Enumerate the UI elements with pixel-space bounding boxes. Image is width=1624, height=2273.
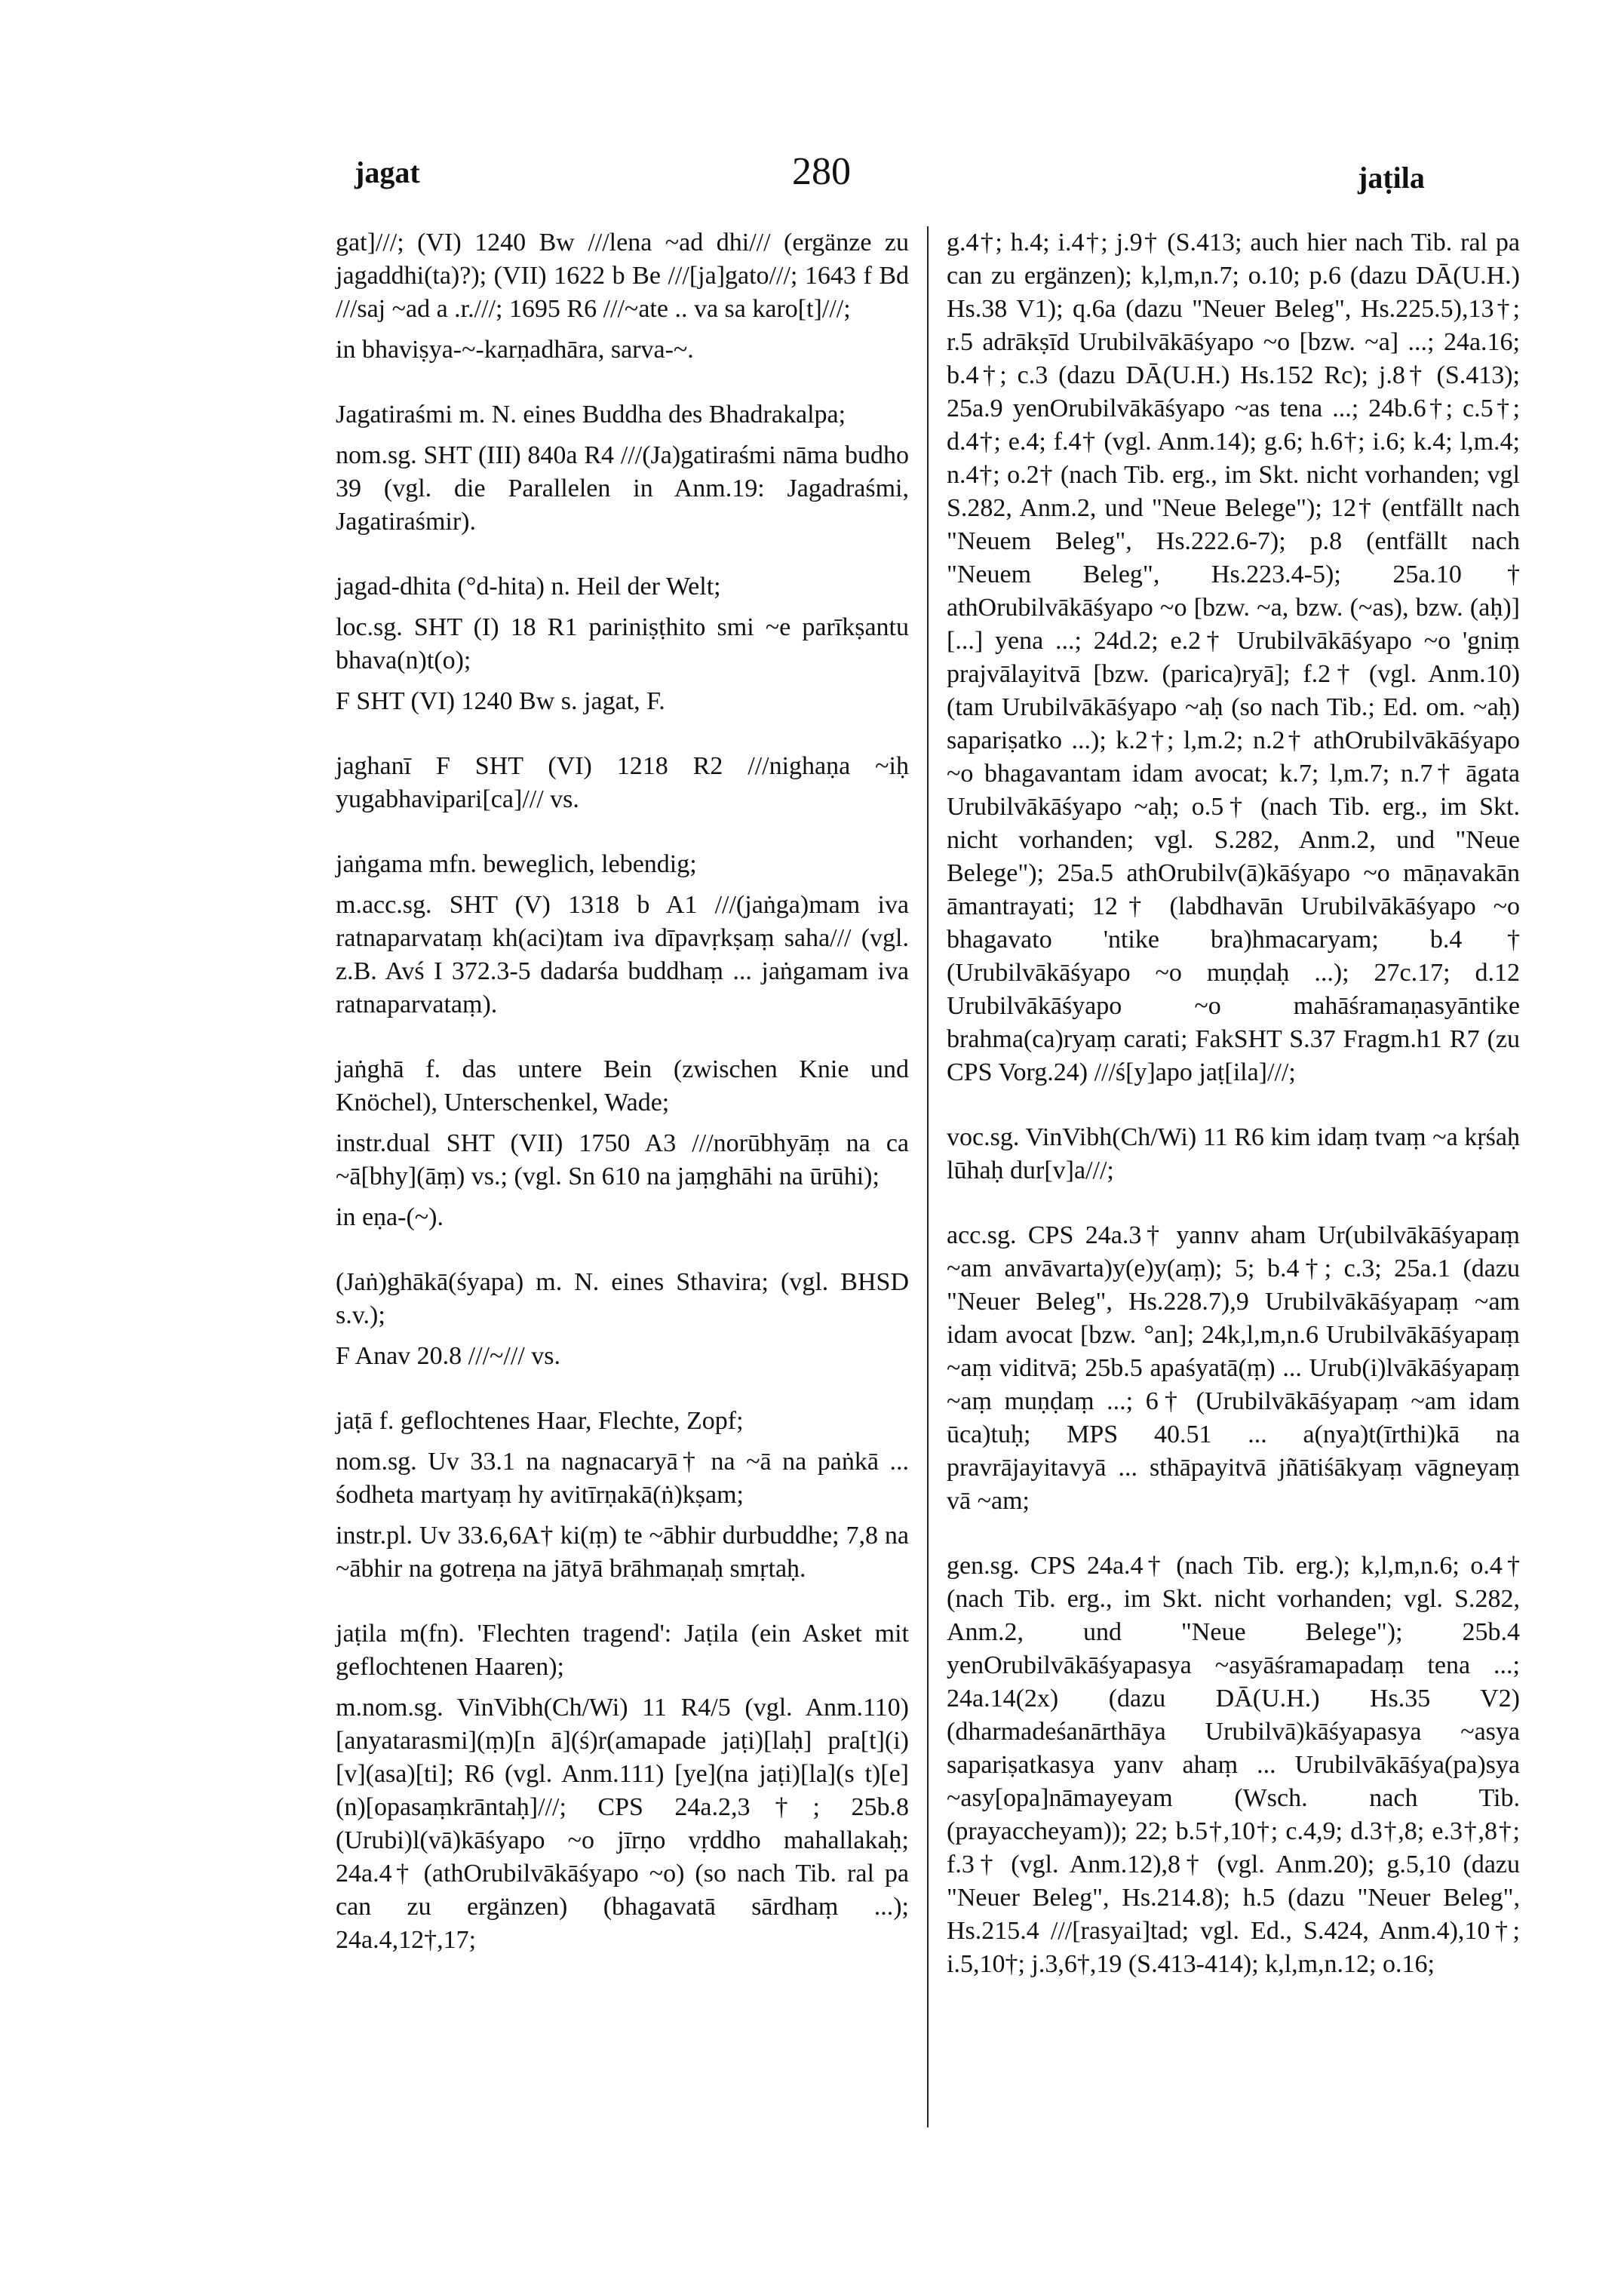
entry-paragraph: gat]///; (VI) 1240 Bw ///lena ~ad dhi/// (ergänze zu jagaddhi(ta)?); (VII) 1622 b Be ///[ja]gato///; 1643 f Bd ///saj ~ad a .r.///; 1695 R6 ///~ate .. va sa karo[t]///;: [336, 229, 909, 323]
column-divider: [927, 226, 929, 2127]
entry-paragraph: m.nom.sg. VinVibh(Ch/Wi) 11 R4/5 (vgl. Anm.110) [anyatarasmi](ṃ)[n ā](ś)r(amapade jaṭi)[laḥ] pra[t](i)[v](asa)[ti]; R6 (vgl. Anm.111) [ye](na jaṭi)[la](s t)[e](n)[opasaṃkrāntaḥ]///; CPS 24a.2,3†; 25b.8 (Urubi)l(vā)kāśyapo ~o jīrṇo vṛddho mahallakaḥ; 24a.4† (athOrubilvākāśyapo ~o) (so nach Tib. ral pa can zu ergänzen) (bhagavatā sārdhaṃ ...); 24a.4,12†,17;: [336, 1694, 909, 1954]
entry-paragraph: instr.pl. Uv 33.6,6A† ki(ṃ) te ~ābhir durbuddhe; 7,8 na ~ābhir na gotreṇa na jātyā brāhmaṇaḥ smṛtaḥ.: [336, 1522, 909, 1583]
entry-paragraph: acc.sg. CPS 24a.3† yannv aham Ur(ubilvākāśyapaṃ ~am anvāvarta)y(e)y(aṃ); 5; b.4†; c.3; 25a.1 (dazu "Neuer Beleg", Hs.228.7),9 Urubilvākāśyapaṃ ~am idam avocat [bzw. °an]; 24k,l,m,n.6 Urubilvākāśyapaṃ ~aṃ viditvā; 25b.5 apaśyatā(ṃ) ... Urub(i)lvākāśyapaṃ ~aṃ muṇḍaṃ ...; 6† (Urubilvākāśyapaṃ ~am idam ūca)tuḥ; MPS 40.51 ... a(nya)t(īrthi)kā na pravrājayitavyā ... sthāpayitvā jñātiśākyaṃ vāgneyaṃ vā ~am;: [947, 1221, 1520, 1515]
entry-paragraph: nom.sg. Uv 33.1 na nagnacaryā† na ~ā na paṅkā ... śodheta martyaṃ hy avitīrṇakā(ṅ)kṣam;: [336, 1448, 909, 1509]
entry-paragraph: m.acc.sg. SHT (V) 1318 b A1 ///(jaṅga)mam iva ratnaparvataṃ kh(aci)tam iva dīpavṛkṣaṃ saha/// (vgl. z.B. Avś I 372.3-5 dadarśa buddhaṃ ... jaṅgamam iva ratnaparvataṃ).: [336, 891, 909, 1018]
left-column: [336, 226, 909, 1989]
right-column: [947, 226, 1520, 2013]
entry-paragraph: nom.sg. SHT (III) 840a R4 ///(Ja)gatiraśmi nāma budho 39 (vgl. die Parallelen in Anm.19: Jagadraśmi, Jagatiraśmir).: [336, 441, 909, 536]
entry-paragraph: instr.dual SHT (VII) 1750 A3 ///norūbhyāṃ na ca ~ā[bhy](āṃ) vs.; (vgl. Sn 610 na jaṃghāhi na ūrūhi);: [336, 1129, 909, 1190]
entry-paragraph: jaṭā f. geflochtenes Haar, Flechte, Zopf;: [336, 1407, 744, 1435]
entry-paragraph: jaṭila m(fn). 'Flechten tragend': Jaṭila (ein Asket mit geflochtenen Haaren);: [336, 1620, 909, 1681]
entry-paragraph: F SHT (VI) 1240 Bw s. jagat, F.: [336, 687, 665, 715]
entry-paragraph: voc.sg. VinVibh(Ch/Wi) 11 R6 kim idaṃ tvaṃ ~a kṛśaḥ lūhaḥ dur[v]a///;: [947, 1123, 1520, 1184]
entry-paragraph: jagad-dhita (°d-hita) n. Heil der Welt;: [336, 573, 721, 601]
entry-paragraph: in bhaviṣya-~-karṇadhāra, sarva-~.: [336, 336, 694, 364]
running-head-left: jagat: [355, 155, 420, 189]
entry-paragraph: jaghanī F SHT (VI) 1218 R2 ///nighaṇa ~iḥ yugabhavipari[ca]/// vs.: [336, 752, 909, 813]
entry-paragraph: jaṅgama mfn. beweglich, lebendig;: [336, 850, 697, 878]
entry-paragraph: gen.sg. CPS 24a.4† (nach Tib. erg.); k,l,m,n.6; o.4† (nach Tib. erg., im Skt. nicht vorhanden; vgl. S.282, Anm.2, und "Neue Belege"); 25b.4 yenOrubilvākāśyapasya ~asyāśramapadaṃ tena ...; 24a.14(2x) (dazu DĀ(U.H.) Hs.35 V2) (dharmadeśanārthāya Urubilvā)kāśyapasya ~asya sapariṣatkasya yanv ahaṃ ... Urubilvākāśya(pa)sya ~asy[opa]nāmayeyam (Wsch. nach Tib. (prayaccheyam)); 22; b.5†,10†; c.4,9; d.3†,8; e.3†,8†; f.3† (vgl. Anm.12),8† (vgl. Anm.20); g.5,10 (dazu "Neuer Beleg", Hs.214.8); h.5 (dazu "Neuer Beleg", Hs.215.4 ///[rasyai]tad; vgl. Ed., S.424, Anm.4),10†; i.5,10†; j.3,6†,19 (S.413-414); k,l,m,n.12; o.16;: [947, 1552, 1520, 1978]
page-number: 280: [792, 150, 851, 193]
running-head-right: jaṭila: [1358, 161, 1425, 195]
entry-paragraph: Jagatiraśmi m. N. eines Buddha des Bhadrakalpa;: [336, 401, 846, 428]
entry-paragraph: loc.sg. SHT (I) 18 R1 pariniṣṭhito smi ~e parīkṣantu bhava(n)t(o);: [336, 613, 909, 674]
entry-paragraph: (Jaṅ)ghākā(śyapa) m. N. eines Sthavira; (vgl. BHSD s.v.);: [336, 1268, 909, 1329]
entry-paragraph: F Anav 20.8 ///~/// vs.: [336, 1342, 560, 1370]
entry-paragraph: g.4†; h.4; i.4†; j.9† (S.413; auch hier nach Tib. ral pa can zu ergänzen); k,l,m,n.7; o.10; p.6 (dazu DĀ(U.H.) Hs.38 V1); q.6a (dazu "Neuer Beleg", Hs.225.5),13†; r.5 adrākṣīd Urubilvākāśyapo ~o [bzw. ~a] ...; 24a.16; b.4†; c.3 (dazu DĀ(U.H.) Hs.152 Rc); j.8† (S.413); 25a.9 yenOrubilvākāśyapo ~as tena ...; 24b.6†; c.5†; d.4†; e.4; f.4† (vgl. Anm.14); g.6; h.6†; i.6; k.4; l,m.4; n.4†; o.2† (nach Tib. erg., im Skt. nicht vorhanden; vgl S.282, Anm.2, und "Neue Belege"); 12† (entfällt nach "Neuem Beleg", Hs.222.6-7); p.8 (entfällt nach "Neuem Beleg", Hs.223.4-5); 25a.10† athOrubilvākāśyapo ~o [bzw. ~a, bzw. (~as), bzw. (aḥ)] [...] yena ...; 24d.2; e.2† Urubilvākāśyapo ~o 'gniṃ prajvālayitvā [bzw. (parica)ryā]; f.2† (vgl. Anm.10) (tam Urubilvākāśyapo ~aḥ (so nach Tib.; Ed. om. ~aḥ) sapariṣatko ...); k.2†; l,m.2; n.2† athOrubilvākāśyapo ~o bhagavantam idam avocat; k.7; l,m.7; n.7† āgata Urubilvākāśyapo ~aḥ; o.5† (nach Tib. erg., im Skt. nicht vorhanden; vgl. S.282, Anm.2, und "Neue Belege"); 25a.5 athOrubilv(ā)kāśyapo ~o māṇavakān āmantrayati; 12† (labdhavān Urubilvākāśyapo ~o bhagavato 'ntike bra)hmacaryam; b.4† (Urubilvākāśyapo ~o muṇḍaḥ ...); 27c.17; d.12 Urubilvākāśyapo ~o mahāśramaṇasyāntike brahma(ca)ryaṃ carati; FakSHT S.37 Fragm.h1 R7 (zu CPS Vorg.24) ///ś[y]apo jaṭ[ila]///;: [947, 229, 1520, 1086]
entry-paragraph: in eṇa-(~).: [336, 1203, 444, 1231]
entry-paragraph: jaṅghā f. das untere Bein (zwischen Knie und Knöchel), Unterschenkel, Wade;: [336, 1055, 909, 1117]
